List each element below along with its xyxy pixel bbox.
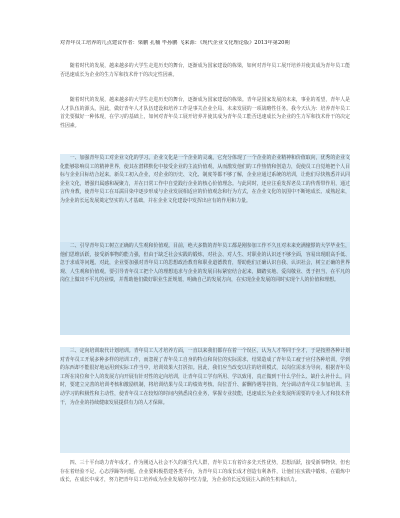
paragraph-text: 随着时代的发展，越来越多的大学生走进历史的舞台，逐渐成为国家建设的栋梁。青年是国家发展的未来，事业的希望，青年人是人才队伍的源头。因此，做好青年人才队伍建设和培养工作是事关企业全局、未来发展的一项战略性任务。我今天认为：培养青年员工首先要做好一种体现，在学习的基础上，如何对青年员工展开培养并使其成为青年员工能否迅速成长为企业的生力军和技术骨干的决定性因素。 bbox=[60, 97, 350, 129]
paragraph-text: 四、三十平台助力青年成才。作为刚迈入社会不久的新生代人群，青年员工有着许多先天性优势，思想活跃，接受新事物快，但也存在着经验不足、心态浮躁等问题。企业要积极搭建各类平台，为青年员工的成长成才创造有利条件，让他们在实践中锻炼，在锻炼中成长，在成长中成才，努力把青年员工培养成为企业发展的中坚力量，为企业的长远发展注入新的生机和活力。 bbox=[60, 460, 350, 484]
paragraph-background bbox=[60, 96, 350, 152]
paragraph-text: 三、定向培训取代计划培训。青年员工人才培养方面，一直以来我们都存在着一个误区，认为人才等同于全才，于是按照各种计划对青年员工开展多种多样的培训工作，而忽视了青年员工自身的特点和岗位的实际需求，结果造成了青年员工疲于应付各种培训，学到的东西却不能很好地运用到实际工作当中，培训效果大打折扣。因此，我们应当改变以往的培训模式，以岗位需求为导向，根据青年员工所在岗位和个人的发展方向开展有针对性的定向培训，让青年员工学有所用、学以致用，真正做到干什么学什么、缺什么补什么。同时，要建立完善的培训考核和激励机制，将培训结果与员工的绩效考核、岗位晋升、薪酬待遇等挂钩，充分调动青年员工参加培训、主动学习的积极性和主动性，使青年员工在较短的时间内熟悉岗位业务，掌握专业技能，迅速成长为企业发展所需要的专业人才和技术骨干，为企业的持续健康发展提供有力的人才保障。 bbox=[60, 348, 350, 406]
paragraph-text: 一、加强青年员工对企业文化的学习。企业文化是一个企业的灵魂，它充分体现了一个企业的企业精神和价值取向，优秀的企业文化能够影响员工的精神世界，使其在潜移默化中接受企业的主流价值观，从而激发他们的工作热情和创造力，促使员工自觉地把个人目标与企业目标结合起来。新员工初入企业，对企业的历史、文化、制度等都不够了解，企业应通过系统的培训，让他们尽快熟悉并认同企业文化，增强归属感和凝聚力，并在日常工作中自觉践行企业的核心价值理念。与此同时，还应注重发挥老员工的传帮带作用，通过言传身教，使青年员工在耳濡目染中逐步形成与企业发展相适应的价值观念和行为方式，在企业文化的氛围中不断地成长、成熟起来，为企业的长远发展奠定坚实的人才基础，并在企业文化建设中发挥出应有的作用和力量。 bbox=[60, 155, 350, 204]
paragraph-platform bbox=[60, 459, 350, 503]
article-citation: 对青年员工培养的几点建议作者：梁鹏 孔楠 毕孙鹏 飞来源：《现代企业文化理论版》2013年第20期 bbox=[60, 40, 290, 46]
paragraph-targeted-training bbox=[60, 347, 350, 453]
paragraph-text: 二、引导青年员工树立正确的人生观和价值观。目前，绝大多数的青年员工都是刚参加工作不久且对未来充满憧憬的大学毕业生，他们思维活跃，接受新事物的能力强，但由于缺乏社会实践的锻炼，对社会、对人生、对职业的认识还不够全面，容易出现眼高手低、急于求成等问题。对此，企业要加强对青年员工的思想政治教育和职业道德教育，帮助他们正确认识自我、认识社会，树立正确的世界观、人生观和价值观。要引导青年员工把个人的理想追求与企业的发展目标紧密结合起来，脚踏实地、爱岗敬业、勇于担当，在平凡的岗位上做出不平凡的业绩，并帮助他们做好职业生涯规划，明确自己的发展方向，在实现企业发展的同时实现个人的价值和理想。 bbox=[60, 243, 350, 284]
paragraph-intro bbox=[60, 62, 350, 88]
paragraph-text: 随着时代的发展，越来越多的大学生走进历史的舞台，逐渐成为国家建设的栋梁，如何对青年员工展开培养并使其成为青年员工能否迅速成长为企业的生力军和技术骨干的决定性因素。 bbox=[60, 63, 350, 78]
paragraph-values bbox=[60, 242, 350, 335]
paragraph-corporate-culture bbox=[60, 154, 350, 242]
